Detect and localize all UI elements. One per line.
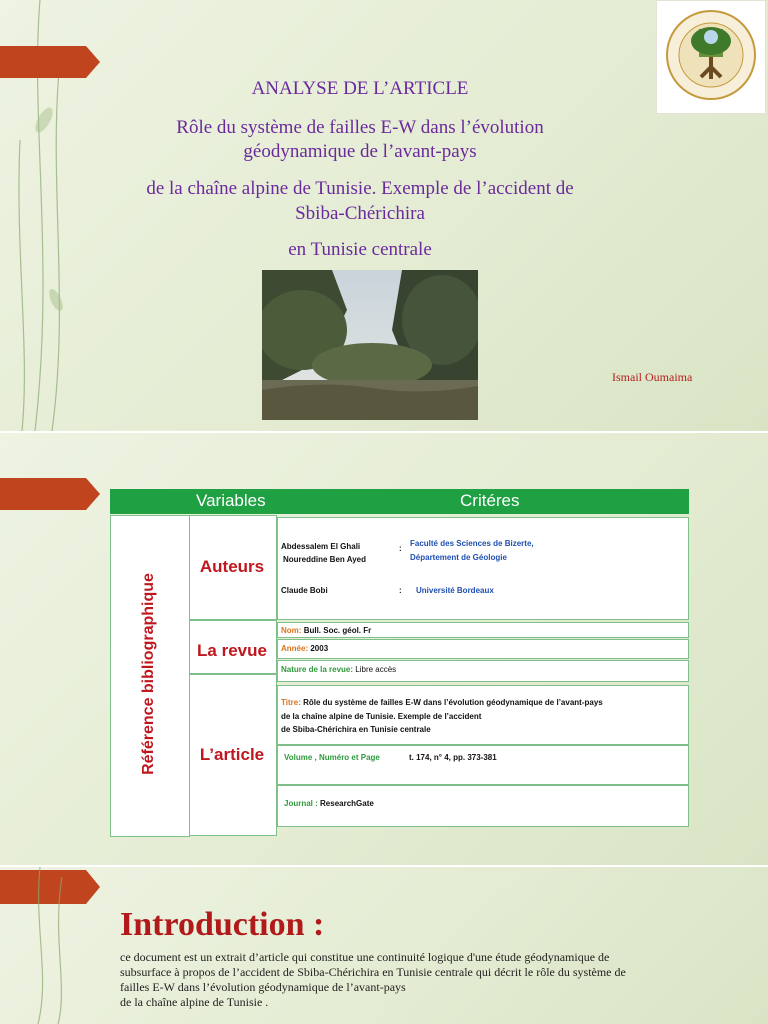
article-titre-line: de Sbiba-Chérichira en Tunisie centrale — [281, 725, 431, 734]
author-colon: : — [399, 544, 402, 553]
header-criteres: Critéres — [460, 491, 520, 510]
article-volume-label: Volume , Numéro et Page — [284, 753, 380, 762]
label-revue: La revue — [197, 641, 267, 660]
revue-nom: Nom: Bull. Soc. géol. Fr — [281, 626, 372, 635]
article-title-line: géodynamique de l’avant-pays — [243, 141, 477, 162]
label-article: L’article — [199, 745, 265, 764]
author-3: Claude Bobi — [281, 586, 328, 595]
article-volume-value: t. 174, n° 4, pp. 373-381 — [409, 753, 497, 762]
introduction-text-line: de la chaîne alpine de Tunisie . — [120, 995, 269, 1009]
introduction-title: Introduction : — [120, 906, 325, 943]
article-titre-line: Titre: Rôle du système de failles E-W dans l’évolution géodynamique de l’avant-pays — [281, 698, 603, 707]
introduction-text — [120, 950, 750, 1010]
introduction-text-line: subsurface à propos de l’accident de Sbiba-Chérichira en Tunisie centrale qui décrit le rôle du système de — [120, 965, 626, 979]
author-name: Ismail Oumaima — [612, 370, 693, 384]
article-title-line: Sbiba-Chérichira — [295, 203, 425, 224]
article-title-line: Rôle du système de failles E-W dans l’évolution — [176, 117, 544, 138]
revue-annee-cell — [277, 639, 689, 659]
article-journal: Journal : ResearchGate — [284, 799, 374, 808]
article-title-line: de la chaîne alpine de Tunisie. Exemple de l’accident de — [146, 178, 574, 199]
introduction-text-line: failles E-W dans l’évolution géodynamique de l’avant-pays — [120, 980, 406, 994]
accent-arrow-tab — [0, 478, 100, 510]
accent-arrow-tab — [0, 46, 100, 78]
author-colon: : — [399, 586, 402, 595]
affiliation-3: Université Bordeaux — [416, 586, 494, 595]
author-2: Noureddine Ben Ayed — [283, 555, 366, 564]
article-titre-line: de la chaîne alpine de Tunisie. Exemple de l’accident — [281, 712, 482, 721]
side-label: Référence bibliographique — [140, 573, 157, 775]
forest-photo — [262, 270, 478, 420]
affiliation-1: Faculté des Sciences de Bizerte, — [410, 539, 534, 548]
auteurs-content-cell — [277, 517, 689, 620]
author-1: Abdessalem El Ghali — [281, 542, 361, 551]
label-auteurs: Auteurs — [199, 557, 265, 576]
introduction-text-line: ce document est un extrait d’article qui constitue une continuité logique d'une étude géodynamique de — [120, 950, 610, 964]
header-variables: Variables — [196, 491, 266, 510]
article-volume-cell — [277, 745, 689, 785]
revue-annee: Année: 2003 — [281, 644, 329, 653]
plant-stems-decoration — [0, 867, 120, 1024]
table-header — [110, 489, 689, 514]
affiliation-2: Département de Géologie — [410, 553, 507, 562]
revue-nature: Nature de la revue: Libre accès — [281, 665, 397, 674]
page-heading: ANALYSE DE L’ARTICLE — [251, 78, 469, 99]
article-title-line: en Tunisie centrale — [288, 239, 432, 260]
faculty-logo — [656, 0, 766, 114]
